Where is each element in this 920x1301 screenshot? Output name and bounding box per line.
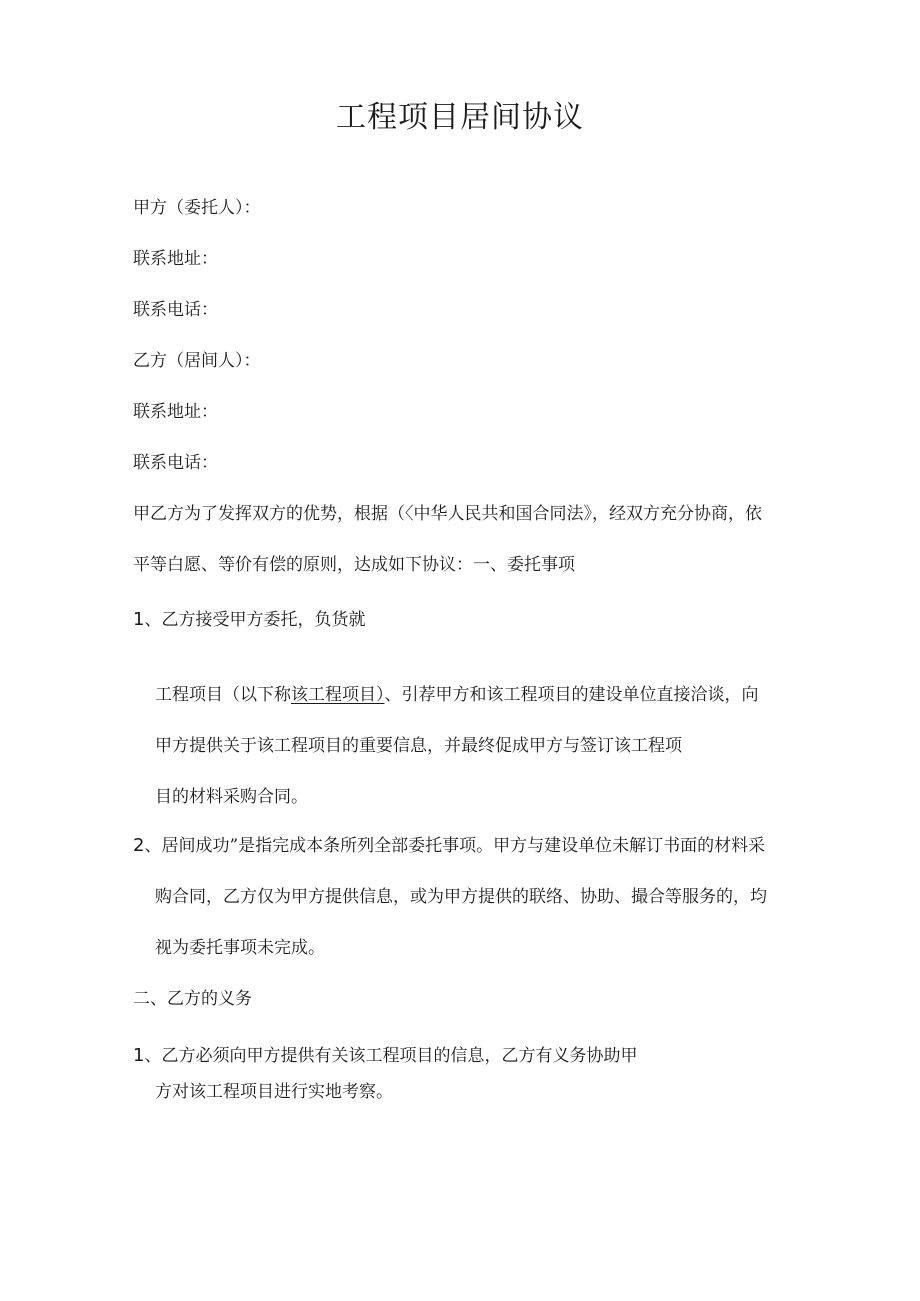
clause-1-1-line-4: 目的材料采购合同。 [155, 787, 308, 807]
party-b-address-label: 联系地址： [133, 402, 218, 422]
clause-number: 1 [133, 1045, 145, 1066]
clause-1-2-line-3: 视为委托事项未完成。 [155, 938, 325, 958]
clause-1-2-line-1: 2、居间成功”是指完成本条所列全部委托事项。甲方与建设单位未解订书面的材料采 [133, 835, 766, 856]
clause-2-1-line-2: 方对该工程项目进行实地考察。 [155, 1082, 393, 1102]
clause-1-2-line-2: 购合同，乙方仅为甲方提供信息，或为甲方提供的联络、协助、撮合等服务的，均 [155, 887, 767, 907]
party-b-phone-label: 联系电话： [133, 453, 218, 473]
party-a-address-label: 联系地址： [133, 249, 218, 269]
preamble-line-1: 甲乙方为了发挥双方的优势，根据（〈中华人民共和国合同法》，经双方充分协商，依 [133, 504, 762, 524]
section-2-heading: 二、乙方的义务 [133, 989, 252, 1009]
clause-1-1-line-2: 工程项目（以下称该工程项目）、引荐甲方和该工程项目的建设单位直接洽谈，向 [155, 685, 759, 705]
clause-number: 2 [133, 835, 145, 856]
party-a-label: 甲方（委托人）： [133, 198, 261, 218]
clause-1-1-line-1: 1、乙方接受甲方委托，负货就 [133, 609, 366, 630]
party-b-label: 乙方（居间人）： [133, 351, 261, 371]
document-title: 工程项目居间协议 [336, 100, 584, 135]
clause-number: 1 [133, 609, 145, 630]
clause-2-1-line-1: 1、乙方必须向甲方提供有关该工程项目的信息，乙方有义务协助甲 [133, 1045, 638, 1066]
underlined-project-name: 该工程项目） [291, 685, 385, 705]
clause-1-1-line-3: 甲方提供关于该工程项目的重要信息，并最终促成甲方与签订该工程项 [155, 736, 682, 756]
preamble-line-2: 平等白愿、等价有偿的原则，达成如下协议：一、委托事项 [133, 555, 575, 575]
party-a-phone-label: 联系电话： [133, 300, 218, 320]
